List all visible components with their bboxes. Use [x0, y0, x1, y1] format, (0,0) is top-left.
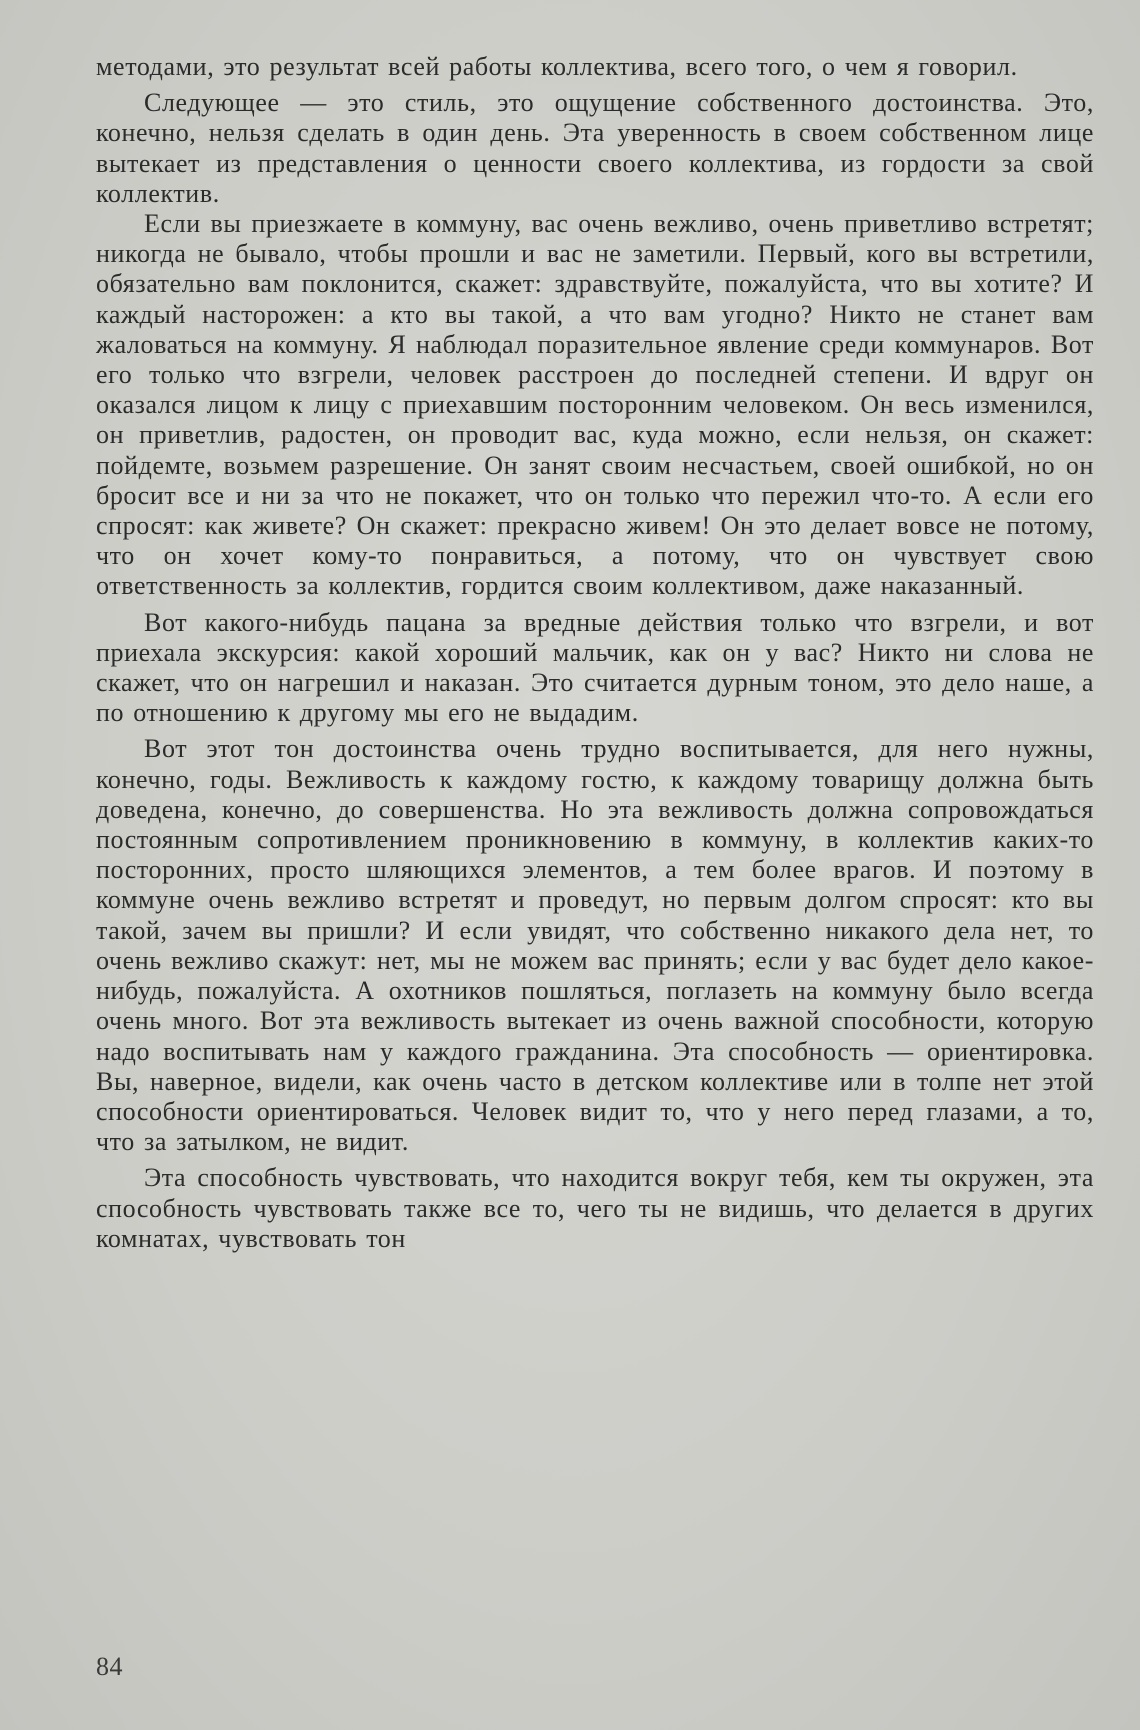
paragraph-continuation: методами, это результат всей работы коллектива, всего того, о чем я говорил.: [96, 52, 1018, 81]
page-text: [96, 52, 1094, 1254]
paragraph-orientation-ability: Эта способность чувствовать, что находится вокруг тебя, кем ты окружен, эта способность чувствовать также все то, чего ты не видишь, что делается в других комнатах, чувствовать тон: [96, 1163, 1094, 1253]
paragraph-visit-commune: Если вы приезжаете в коммуну, вас очень вежливо, очень приветливо встретят; никогда не бывало, чтобы прошли и вас не заметили. Первый, кого вы встретили, обязательно вам поклонится, скажет: здравствуйте, пожалуйста, что вы хотите? И каждый насторожен: а кто вы такой, а что вам угодно? Никто не станет вам жаловаться на коммуну. Я наблюдал поразительное явление среди коммунаров. Вот его только что взгрели, человек расстроен до последней степени. И вдруг он оказался лицом к лицу с приехавшим посторонним человеком. Он весь изменился, он приветлив, радостен, он проводит вас, куда можно, если нельзя, он скажет: пойдемте, возьмем разрешение. Он занят своим несчастьем, своей ошибкой, но он бросит все и ни за что не покажет, что он только что пережил что-то. А если его спросят: как живете? Он скажет: прекрасно живем! Он это делает вовсе не потому, что он хочет кому-то понравиться, а потому, что он чувствует свою ответственность за коллектив, гордится своим коллективом, даже наказанный.: [96, 209, 1094, 601]
paragraph-tone-of-dignity: Вот этот тон достоинства очень трудно воспитывается, для него нужны, конечно, годы. Вежливость к каждому гостю, к каждому товарищу должна быть доведена, конечно, до совершенства. Но эта вежливость должна сопровождаться постоянным сопротивлением проникновению в коммуну, в коллектив каких-то посторонних, просто шляющихся элементов, а тем более врагов. И поэтому в коммуне очень вежливо встретят и проведут, но первым долгом спросят: кто вы такой, зачем вы пришли? И если увидят, что собственно никакого дела нет, то очень вежливо скажут: нет, мы не можем вас принять; если у вас будет дело какое-нибудь, пожалуйста. А охотников пошляться, поглазеть на коммуну было всегда очень много. Вот эта вежливость вытекает из очень важной способности, которую надо воспитывать нам у каждого гражданина. Эта способность — ориентировка. Вы, наверное, видели, как очень часто в детском коллективе или в толпе нет этой способности ориентироваться. Человек видит то, что у него перед глазами, а то, что за затылком, не видит.: [96, 734, 1094, 1157]
page-number: 84: [96, 1652, 123, 1681]
paragraph-excursion: Вот какого-нибудь пацана за вредные действия только что взгрели, и вот приехала экскурсия: какой хороший мальчик, как он у вас? Никто ни слова не скажет, что он нагрешил и наказан. Это считается дурным тоном, это дело наше, а по отношению к другому мы его не выдадим.: [96, 607, 1094, 728]
paragraph-style-dignity: Следующее — это стиль, это ощущение собственного достоинства. Это, конечно, нельзя сделать в один день. Эта уверенность в своем собственном лице вытекает из представления о ценности своего коллектива, из гордости за свой коллектив.: [96, 88, 1094, 208]
